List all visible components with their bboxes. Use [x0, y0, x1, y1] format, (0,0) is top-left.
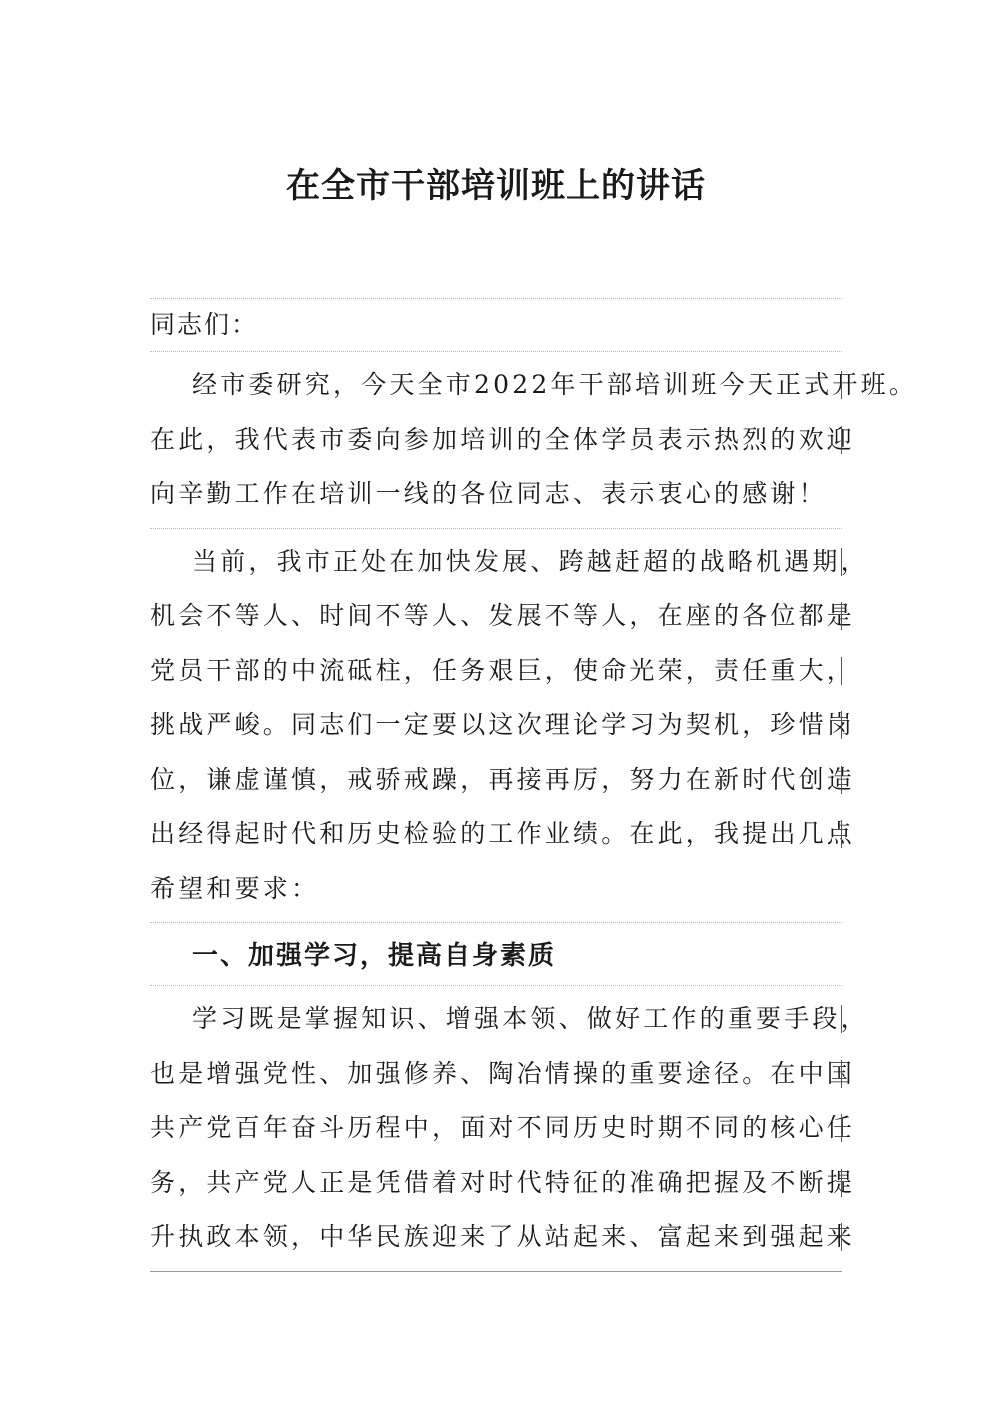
paragraph-3	[150, 986, 869, 1271]
text-line: 升执政本领，中华民族迎来了从站起来、富起来到强起来	[150, 1222, 856, 1251]
margin-mark	[841, 1114, 842, 1142]
text-line: 挑战严峻。同志们一定要以这次理论学习为契机，珍惜岗	[150, 710, 856, 739]
margin-mark	[841, 820, 842, 848]
document-title: 在全市干部培训班上的讲话	[286, 166, 706, 206]
text-line: 也是增强党性、加强修养、陶冶情操的重要途径。在中国	[150, 1058, 856, 1088]
text-line: 务，共产党人正是凭借着对时代特征的准确把握及不断提	[150, 1167, 856, 1197]
margin-mark	[841, 1005, 842, 1033]
margin-mark	[841, 371, 842, 399]
margin-mark	[841, 1060, 842, 1088]
margin-mark	[841, 1223, 842, 1251]
text-line: 出经得起时代和历史检验的工作业绩。在此，我提出几点	[150, 819, 856, 848]
text-line: 位，谦虚谨慎，戒骄戒躁，再接再厉，努力在新时代创造	[150, 764, 856, 794]
text-line: 在此，我代表市委向参加培训的全体学员表示热烈的欢迎	[150, 424, 856, 454]
text-line: 学习既是掌握知识、增强本领、做好工作的重要手段，	[192, 1004, 869, 1033]
text-line: 希望和要求：	[150, 873, 320, 903]
section-heading: 一、加强学习，提高自身素质	[192, 941, 557, 971]
margin-mark	[841, 426, 842, 454]
paragraph-1	[150, 352, 918, 528]
document-body	[150, 298, 918, 1272]
text-line: 向辛勤工作在培训一线的各位同志、表示衷心的感谢！	[150, 479, 827, 508]
text-line: 共产党百年奋斗历程中，面对不同历史时期不同的核心任	[150, 1113, 856, 1142]
margin-mark	[841, 711, 842, 739]
margin-mark	[841, 1169, 842, 1197]
salutation: 同志们：	[150, 310, 259, 339]
text-line: 当前，我市正处在加快发展、跨越赶超的战略机遇期，	[192, 546, 869, 576]
margin-mark	[841, 602, 842, 630]
page-bottom-rule	[150, 1271, 842, 1272]
margin-mark	[841, 548, 842, 576]
margin-mark	[841, 766, 842, 794]
margin-mark	[841, 657, 842, 685]
text-line: 经市委研究，今天全市2022年干部培训班今天正式开班。	[192, 370, 918, 399]
text-line: 机会不等人、时间不等人、发展不等人，在座的各位都是	[150, 601, 856, 630]
paragraph-2	[150, 529, 869, 923]
text-line: 党员干部的中流砥柱，任务艰巨，使命光荣，责任重大，	[150, 655, 856, 685]
